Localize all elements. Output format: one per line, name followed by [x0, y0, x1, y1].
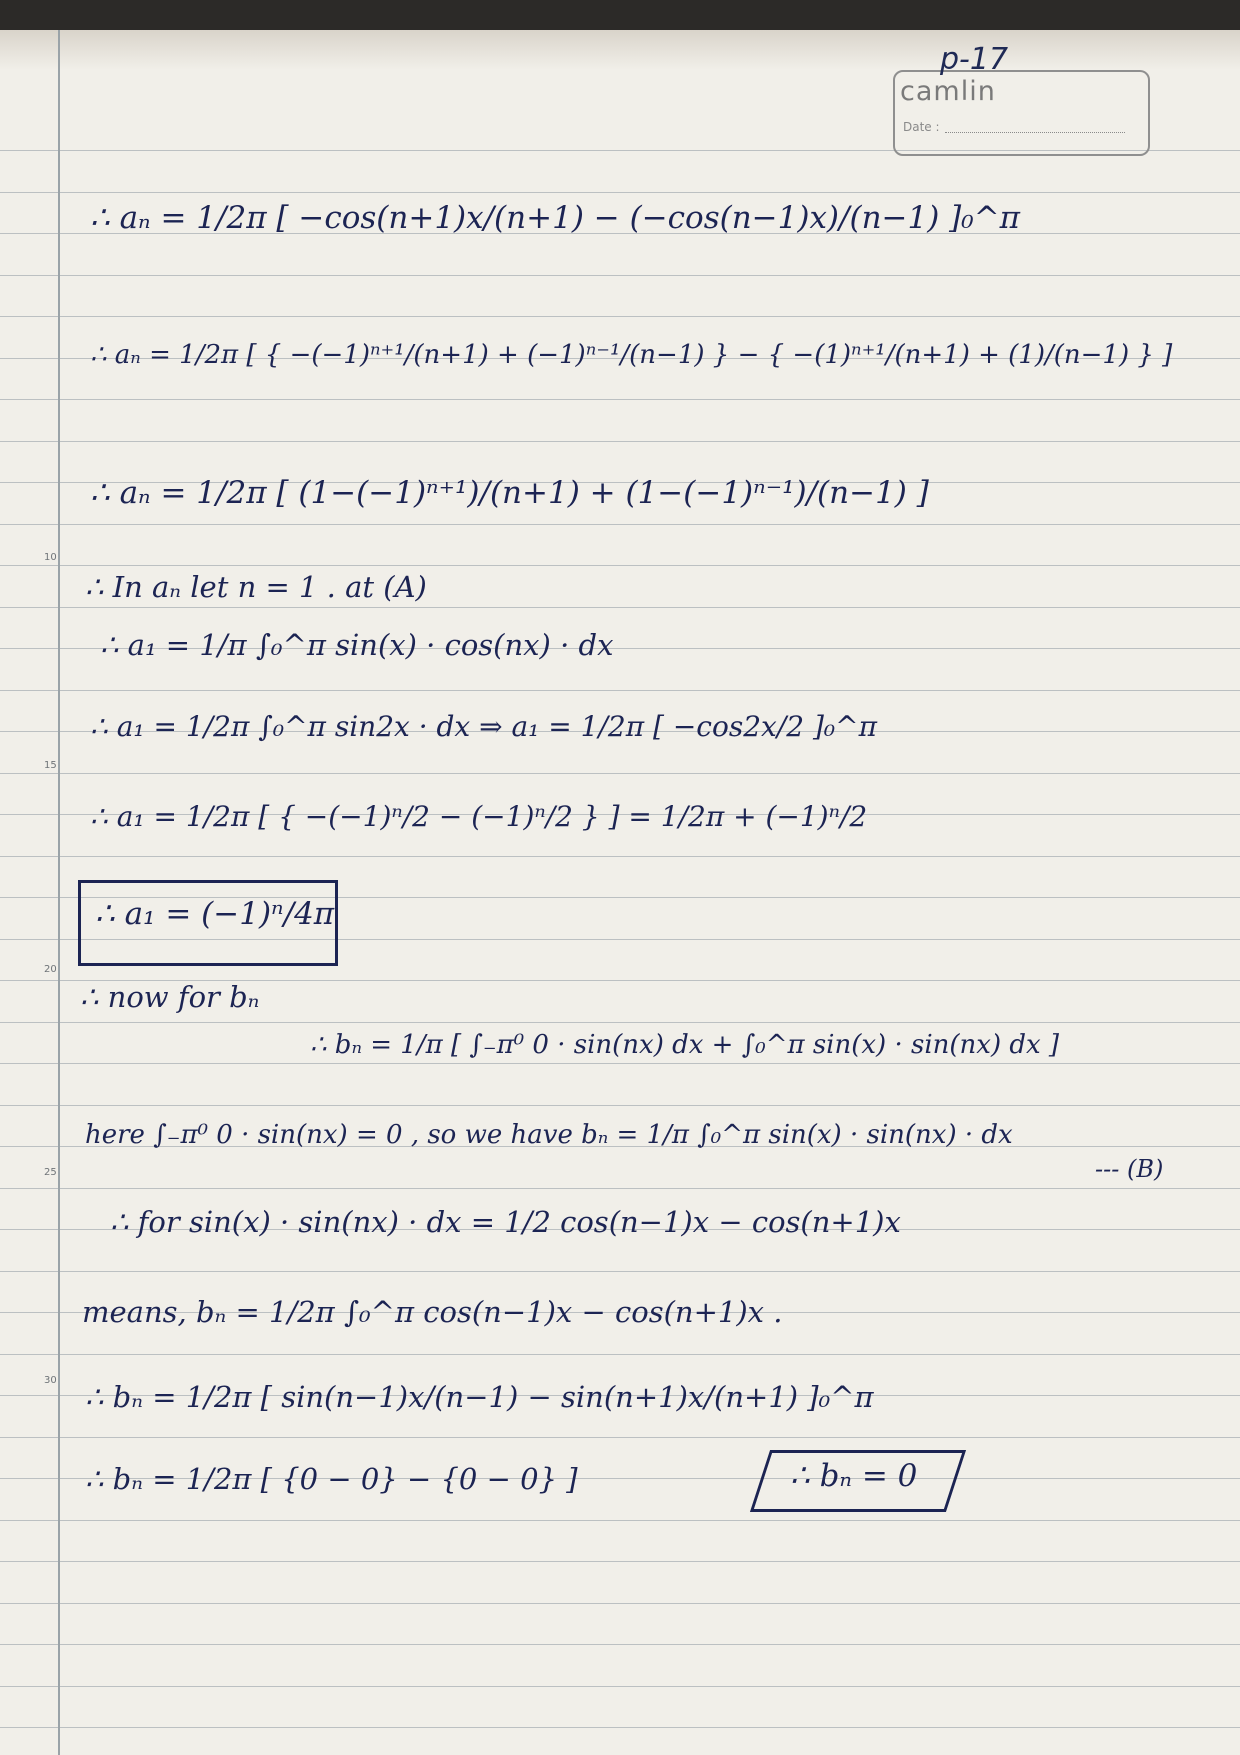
- page-top-shadow: [0, 30, 1240, 70]
- margin-number: 15: [44, 760, 57, 771]
- ruled-line: [0, 1188, 1240, 1189]
- ruled-line: [0, 1644, 1240, 1645]
- ruled-line: [0, 1727, 1240, 1728]
- ruled-line: [0, 1437, 1240, 1438]
- ruled-line: [0, 1022, 1240, 1023]
- equation-line: ∴ now for bₙ: [80, 980, 260, 1014]
- page-number: p-17: [940, 42, 1009, 77]
- ruled-line: [0, 856, 1240, 857]
- equation-label-b: --- (B): [1095, 1155, 1164, 1183]
- ruled-line: [0, 441, 1240, 442]
- equation-line: here ∫₋π⁰ 0 · sin(nx) = 0 , so we have bₙ = 1/π ∫₀^π sin(x) · sin(nx) · dx: [85, 1120, 1013, 1150]
- ruled-line: [0, 565, 1240, 566]
- equation-line: means, bₙ = 1/2π ∫₀^π cos(n−1)x − cos(n+1)x .: [82, 1295, 783, 1329]
- ruled-line: [0, 773, 1240, 774]
- equation-line: ∴ aₙ = 1/2π [ (1−(−1)ⁿ⁺¹)/(n+1) + (1−(−1)ⁿ⁻¹)/(n−1) ]: [90, 475, 929, 511]
- boxed-result-a1: ∴ a₁ = (−1)ⁿ/4π: [95, 896, 335, 932]
- margin-number: 20: [44, 964, 57, 975]
- ruled-line: [0, 1271, 1240, 1272]
- date-dotted-line: [945, 132, 1125, 133]
- equation-line: ∴ for sin(x) · sin(nx) · dx = 1/2 cos(n−1)x − cos(n+1)x: [110, 1205, 901, 1239]
- equation-line: ∴ In aₙ let n = 1 . at (A): [85, 570, 427, 604]
- margin-line: [58, 30, 60, 1755]
- ruled-line: [0, 1063, 1240, 1064]
- equation-line: ∴ a₁ = 1/π ∫₀^π sin(x) · cos(nx) · dx: [100, 628, 614, 662]
- ruled-line: [0, 275, 1240, 276]
- ruled-line: [0, 1603, 1240, 1604]
- brand-logo: camlin: [900, 76, 996, 107]
- ruled-line: [0, 524, 1240, 525]
- margin-number: 25: [44, 1167, 57, 1178]
- equation-line: ∴ a₁ = 1/2π [ { −(−1)ⁿ/2 − (−1)ⁿ/2 } ] = 1/2π + (−1)ⁿ/2: [90, 800, 868, 833]
- equation-line: ∴ aₙ = 1/2π [ −cos(n+1)x/(n+1) − (−cos(n−1)x)/(n−1) ]₀^π: [90, 200, 1021, 236]
- date-label: Date :: [903, 120, 940, 134]
- ruled-line: [0, 607, 1240, 608]
- ruled-line: [0, 1520, 1240, 1521]
- boxed-result-bn: ∴ bₙ = 0: [790, 1458, 918, 1494]
- ruled-line: [0, 1686, 1240, 1687]
- notebook-page: [0, 30, 1240, 1755]
- ruled-line: [0, 690, 1240, 691]
- ruled-line: [0, 192, 1240, 193]
- equation-line: ∴ bₙ = 1/2π [ {0 − 0} − {0 − 0} ]: [85, 1462, 578, 1496]
- equation-line: ∴ a₁ = 1/2π ∫₀^π sin2x · dx ⇒ a₁ = 1/2π [ −cos2x/2 ]₀^π: [90, 710, 877, 743]
- ruled-line: [0, 1561, 1240, 1562]
- ruled-line: [0, 1354, 1240, 1355]
- ruled-line: [0, 316, 1240, 317]
- ruled-line: [0, 399, 1240, 400]
- equation-line: ∴ aₙ = 1/2π [ { −(−1)ⁿ⁺¹/(n+1) + (−1)ⁿ⁻¹/(n−1) } − { −(1)ⁿ⁺¹/(n+1) + (1)/(n−1) } ]: [90, 340, 1173, 370]
- margin-number: 10: [44, 552, 57, 563]
- equation-line: ∴ bₙ = 1/π [ ∫₋π⁰ 0 · sin(nx) dx + ∫₀^π sin(x) · sin(nx) dx ]: [310, 1030, 1060, 1060]
- margin-number: 30: [44, 1375, 57, 1386]
- equation-line: ∴ bₙ = 1/2π [ sin(n−1)x/(n−1) − sin(n+1)x/(n+1) ]₀^π: [85, 1380, 874, 1414]
- ruled-line: [0, 1105, 1240, 1106]
